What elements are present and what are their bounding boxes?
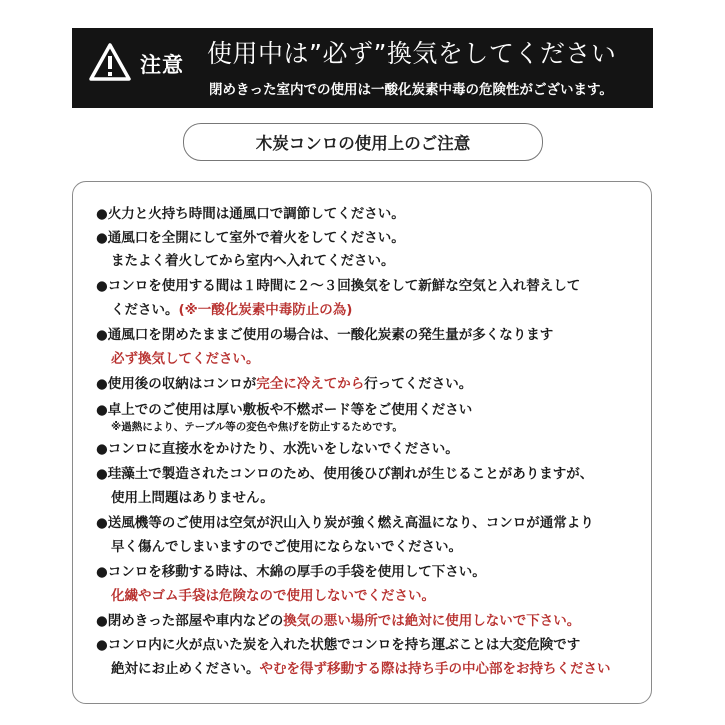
note-line: またよく着火してから室内へ入れてください。 — [111, 253, 395, 269]
banner-title: 使用中は”必ず”換気をしてください — [207, 39, 617, 68]
note-subnote: ※過熱により、テーブル等の変色や焦げを防止するためです。 — [111, 421, 403, 433]
note-text: 行ってください。 — [364, 376, 473, 392]
caution-label: 注意 — [140, 53, 184, 77]
note-line — [96, 372, 472, 392]
note-line — [96, 609, 580, 629]
note-emphasis: やむを得ず移動する際は持ち手の中心部をお持ちください — [259, 661, 611, 677]
note-line: ●卓上でのご使用は厚い敷板や不燃ボード等をご使用ください — [96, 402, 473, 418]
note-line: ●コンロ内に火が点いた炭を入れた状態でコンロを持ち運ぶことは大変危険です — [96, 637, 581, 653]
note-emphasis: 必ず換気してください。 — [111, 351, 260, 367]
note-line — [111, 298, 352, 318]
note-text: ●使用後の収納はコンロが — [96, 376, 257, 392]
note-emphasis: (※一酸化炭素中毒防止の為) — [178, 302, 353, 318]
section-title-text: 木炭コンロの使用上のご注意 — [255, 134, 471, 153]
note-line: 早く傷んでしまいますのでご使用にならないでください。 — [111, 539, 462, 555]
note-text: ●閉めきった部屋や車内などの — [96, 613, 284, 629]
note-line: ●コンロを移動する時は、木綿の厚手の手袋を使用して下さい。 — [96, 564, 486, 580]
note-line: ●火力と火持ち時間は通風口で調節してください。 — [96, 206, 405, 222]
note-line: ●通風口を全開にして室外で着火をしてください。 — [96, 230, 405, 246]
note-line: ●コンロを使用する間は１時間に２〜３回換気をして新鮮な空気と入れ替えして — [96, 278, 581, 294]
note-line: ●珪藻土で製造されたコンロのため、使用後ひび割れが生じることがありますが、 — [96, 466, 594, 482]
note-emphasis: 換気の悪い場所では絶対に使用しないで下さい。 — [283, 613, 581, 629]
note-emphasis: 完全に冷えてから — [256, 376, 365, 392]
note-line — [111, 657, 611, 677]
warning-banner — [72, 28, 653, 108]
note-text: ください。 — [111, 302, 179, 318]
note-text: 絶対にお止めください。 — [111, 661, 260, 677]
note-line: 使用上問題はありません。 — [111, 490, 274, 506]
note-emphasis: 化繊やゴム手袋は危険なので使用しないでください。 — [111, 588, 435, 604]
note-line: ●コンロに直接水をかけたり、水洗いをしないでください。 — [96, 441, 459, 457]
banner-subtitle: 閉めきった室内での使用は一酸化炭素中毒の危険性がございます。 — [209, 82, 613, 98]
note-line: ●送風機等のご使用は空気が沢山入り炭が強く燃え高温になり、コンロが通常より — [96, 515, 594, 531]
section-title — [183, 123, 543, 161]
note-line: ●通風口を閉めたままご使用の場合は、一酸化炭素の発生量が多くなります — [96, 327, 554, 343]
warning-icon — [88, 42, 132, 82]
